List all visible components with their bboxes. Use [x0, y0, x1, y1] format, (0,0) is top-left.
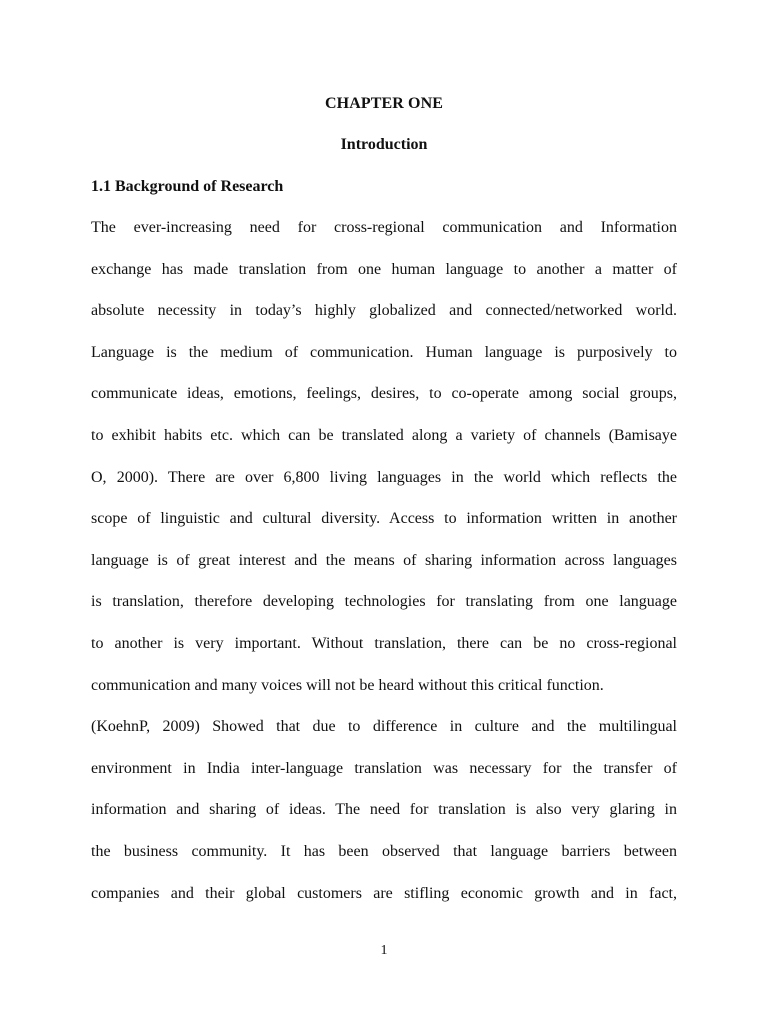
body-line: communication and many voices will not be heard without this critical function. [91, 676, 604, 694]
subsection-heading: 1.1 Background of Research [91, 178, 284, 195]
body-text [91, 207, 677, 914]
body-line: The ever-increasing need for cross-regional communication and Information [91, 219, 677, 236]
body-line: absolute necessity in today’s highly globalized and connected/networked world. [91, 302, 677, 320]
body-line: O, 2000). There are over 6,800 living languages in the world which reflects the [91, 468, 677, 486]
body-line: communicate ideas, emotions, feelings, desires, to co-operate among social groups, [91, 385, 677, 403]
body-line: the business community. It has been observed that language barriers between [91, 842, 677, 860]
page-number: 1 [380, 943, 388, 958]
body-line: (KoehnP, 2009) Showed that due to difference in culture and the multilingual [91, 718, 677, 736]
section-heading: Introduction [340, 136, 428, 153]
body-line: scope of linguistic and cultural diversity. Access to information written in another [91, 510, 677, 528]
body-line: Language is the medium of communication. Human language is purposively to [91, 343, 677, 361]
body-line: is translation, therefore developing technologies for translating from one language [91, 593, 677, 611]
body-line: environment in India inter-language translation was necessary for the transfer of [91, 759, 677, 777]
body-line: to exhibit habits etc. which can be translated along a variety of channels (Bamisaye [91, 426, 677, 444]
body-line: information and sharing of ideas. The need for translation is also very glaring in [91, 801, 677, 819]
body-line: companies and their global customers are stifling economic growth and in fact, [91, 884, 677, 902]
body-line: to another is very important. Without translation, there can be no cross-regional [91, 634, 677, 652]
chapter-heading: CHAPTER ONE [325, 95, 443, 112]
body-line: language is of great interest and the means of sharing information across languages [91, 551, 677, 569]
body-line: exchange has made translation from one human language to another a matter of [91, 260, 677, 278]
